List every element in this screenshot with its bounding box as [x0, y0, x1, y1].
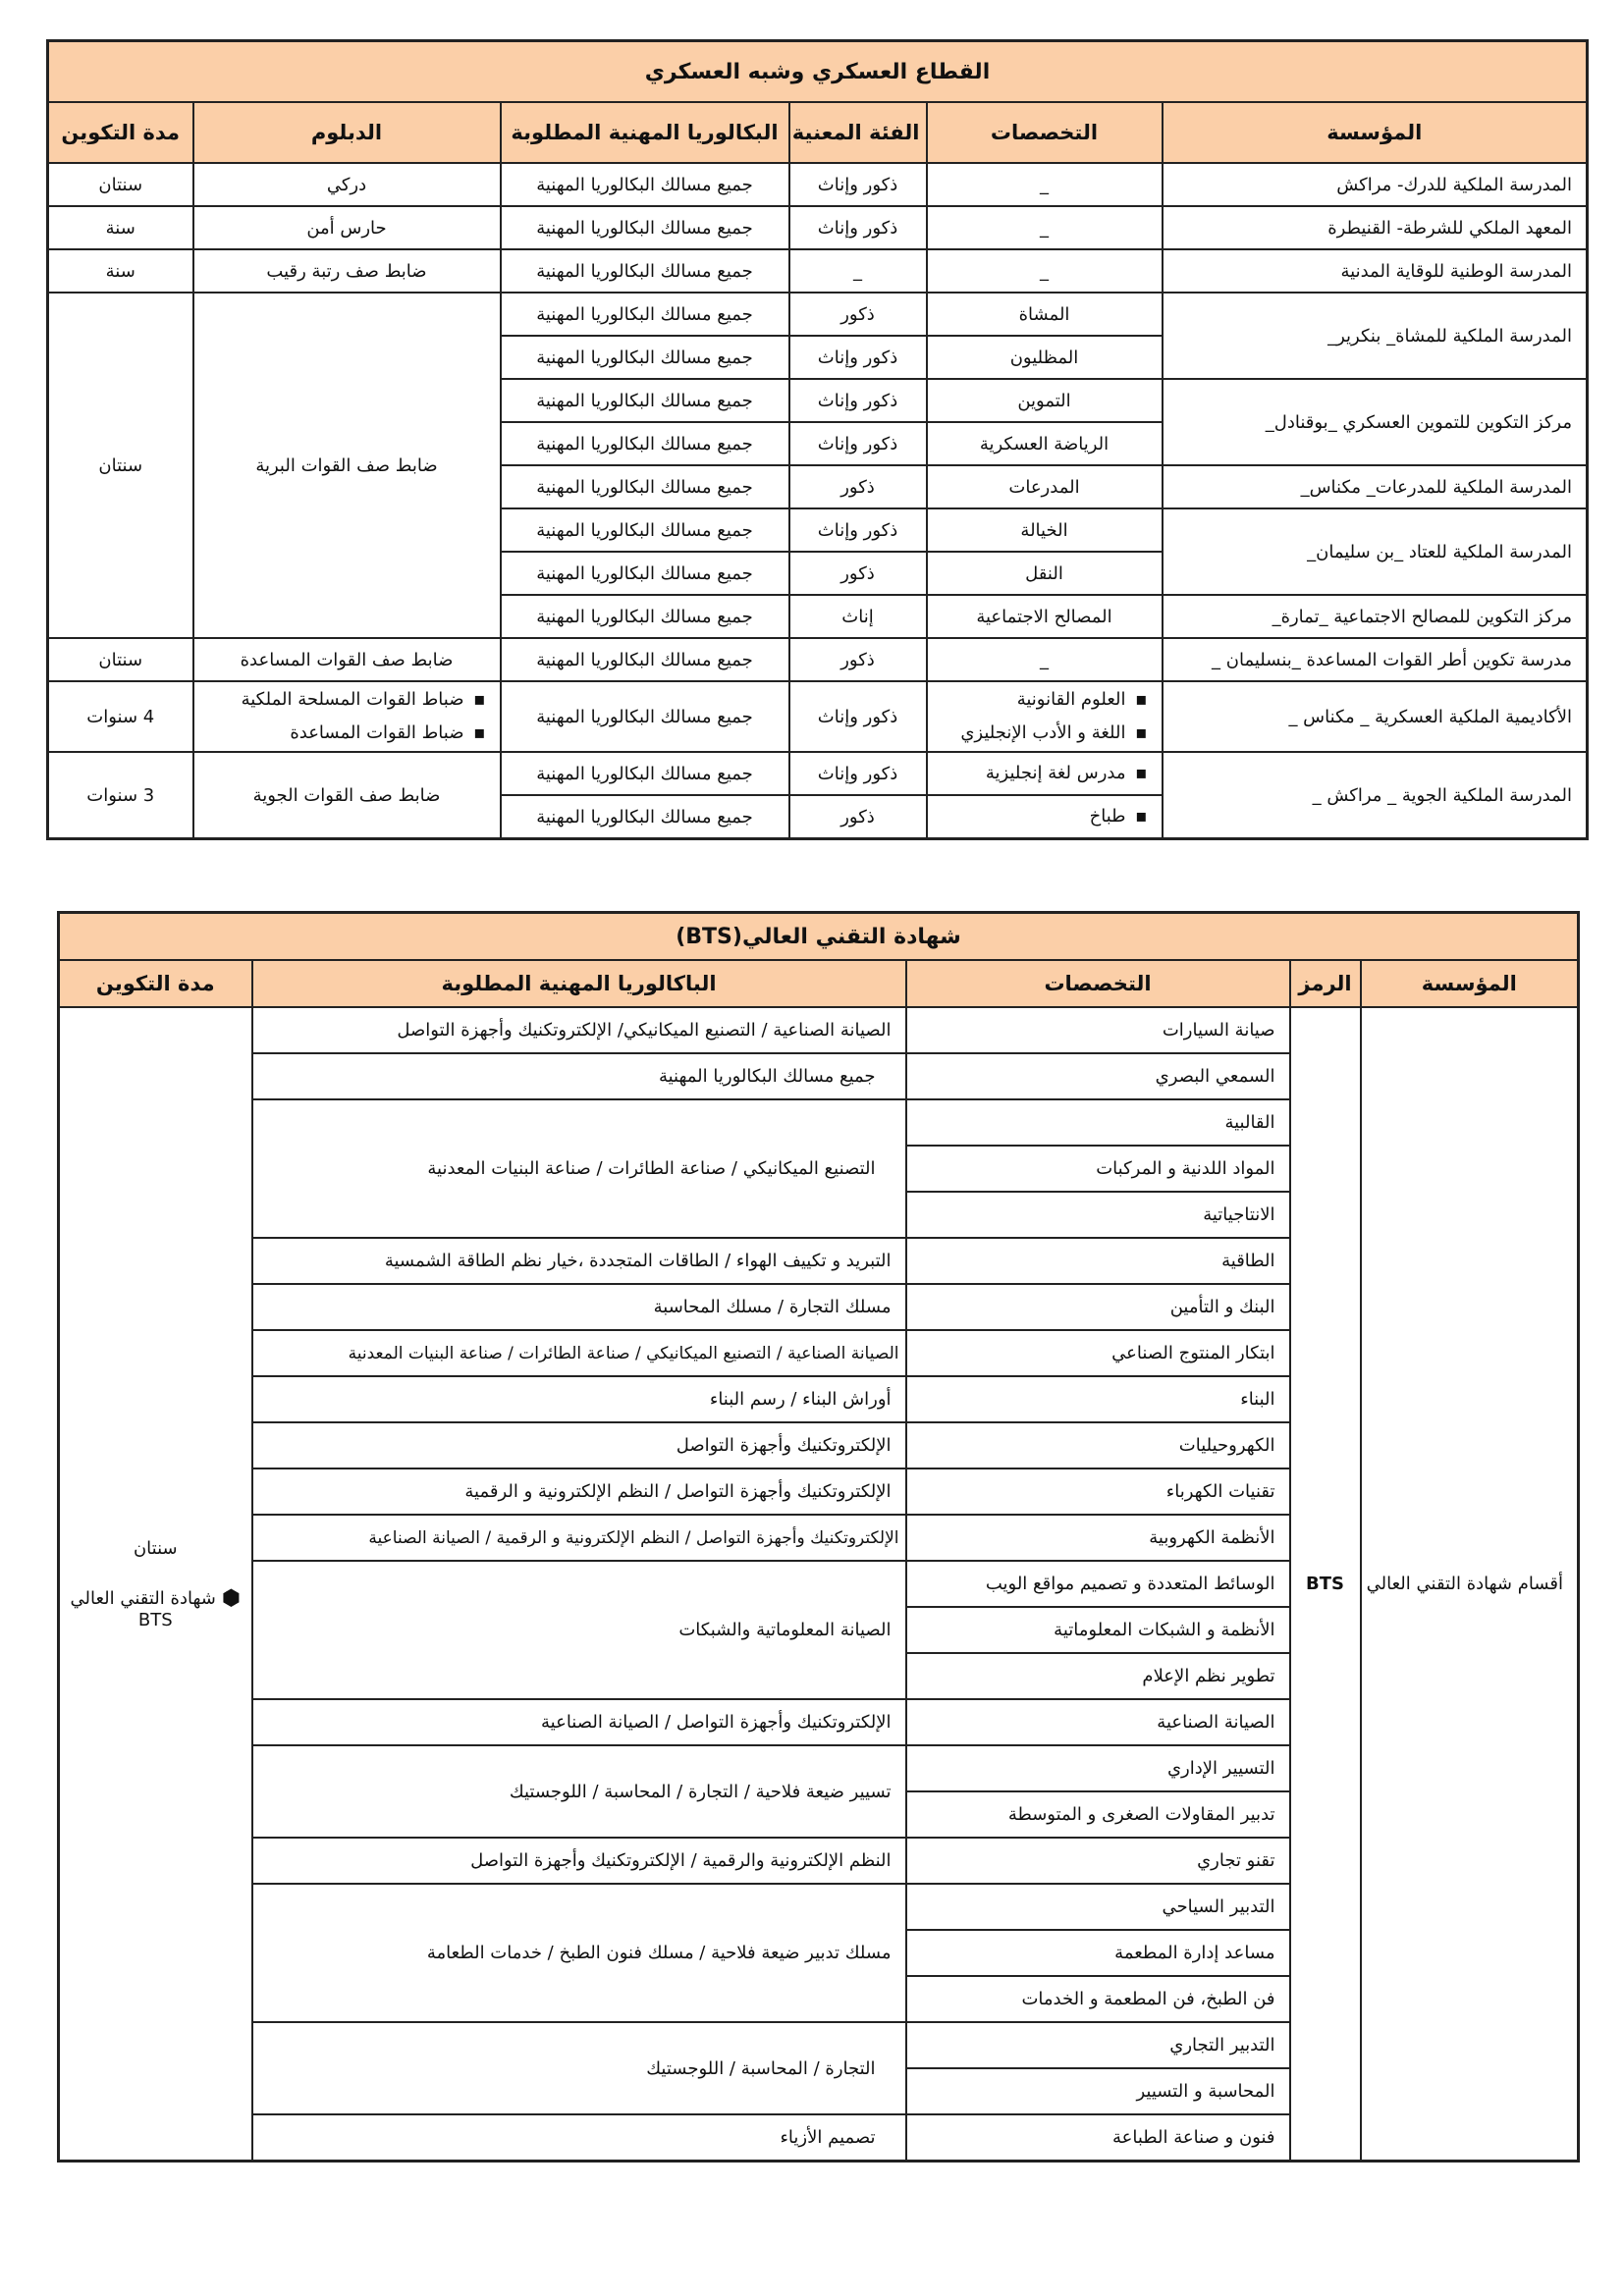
duration-value: سنتان: [133, 1537, 178, 1559]
diploma-cell: حارس أمن: [193, 206, 501, 249]
category-cell: ذكور وإناث: [789, 681, 927, 752]
category-cell: ذكور: [789, 638, 927, 681]
specialty-cell: _: [927, 206, 1163, 249]
header-bac: البكالوريا المهنية المطلوبة: [501, 102, 789, 163]
duration-cell: 3 سنوات: [48, 752, 193, 839]
diploma-item: ▪ ضباط القوات المساعدة: [208, 717, 486, 750]
bac-cell: التصنيع الميكانيكي / صناعة الطائرات / صناعة البنيات المعدنية: [252, 1099, 906, 1238]
category-cell: ذكور: [789, 795, 927, 839]
bts-title: شهادة التقني العالي(BTS): [59, 913, 1579, 961]
bac-cell: مسلك التجارة / مسلك المحاسبة: [252, 1284, 906, 1330]
specialty-cell: النقل: [927, 552, 1163, 595]
bac-cell: جميع مسالك البكالوريا المهنية: [501, 293, 789, 336]
category-cell: ذكور وإناث: [789, 336, 927, 379]
table-row: [48, 293, 1588, 336]
bac-cell: الصيانة الصناعية / التصنيع الميكانيكي/ الإلكتروتكنيك وأجهزة التواصل: [252, 1007, 906, 1053]
header-category: الفئة المعنية: [789, 102, 927, 163]
bac-cell: تصميم الأزياء: [252, 2114, 906, 2162]
specialty-cell: الانتاجياتية: [906, 1192, 1290, 1238]
specialty-cell: القالبية: [906, 1099, 1290, 1146]
bac-cell: الإلكتروتكنيك وأجهزة التواصل / النظم الإلكترونية و الرقمية: [252, 1468, 906, 1515]
header-specialties: التخصصات: [906, 960, 1290, 1007]
bac-cell: مسلك تدبير ضيعة فلاحية / مسلك فنون الطبخ / خدمات الطعامة: [252, 1884, 906, 2022]
bac-cell: جميع مسالك البكالوريا المهنية: [501, 638, 789, 681]
header-bac: الباكالوريا المهنية المطلوبة: [252, 960, 906, 1007]
specialty-cell: الخيالة: [927, 508, 1163, 552]
specialty-cell: تطوير نظم الإعلام: [906, 1653, 1290, 1699]
bac-cell: الإلكتروتكنيك وأجهزة التواصل: [252, 1422, 906, 1468]
bac-cell: الإلكتروتكنيك وأجهزة التواصل / الصيانة الصناعية: [252, 1699, 906, 1745]
bac-cell: جميع مسالك البكالوريا المهنية: [501, 552, 789, 595]
bac-cell: جميع مسالك البكالوريا المهنية: [501, 422, 789, 465]
institution-cell: أقسام شهادة التقني العالي: [1361, 1007, 1579, 2162]
category-cell: ذكور: [789, 552, 927, 595]
bac-cell: الصيانة المعلوماتية والشبكات: [252, 1561, 906, 1699]
table-row: [48, 638, 1588, 681]
institution-cell: المدرسة الملكية للدرك- مراكش: [1163, 163, 1588, 206]
specialty-cell: البنك و التأمين: [906, 1284, 1290, 1330]
institution-cell: الأكاديمية الملكية العسكرية _ مكناس _: [1163, 681, 1588, 752]
category-cell: _: [789, 249, 927, 293]
duration-cell: سنتان: [48, 638, 193, 681]
bac-cell: جميع مسالك البكالوريا المهنية: [252, 1053, 906, 1099]
institution-cell: مركز التكوين للمصالح الاجتماعية _تمارة_: [1163, 595, 1588, 638]
duration-cell: [59, 1007, 252, 2162]
bac-cell: الإلكتروتكنيك وأجهزة التواصل / النظم الإلكترونية و الرقمية / الصيانة الصناعية: [252, 1515, 906, 1561]
military-title: القطاع العسكري وشبه العسكري: [48, 41, 1588, 103]
diploma-cell: [193, 681, 501, 752]
bac-cell: جميع مسالك البكالوريا المهنية: [501, 465, 789, 508]
bac-cell: جميع مسالك البكالوريا المهنية: [501, 249, 789, 293]
header-institution: المؤسسة: [1361, 960, 1579, 1007]
specialty-cell: الطاقية: [906, 1238, 1290, 1284]
duration-cell: 4 سنوات: [48, 681, 193, 752]
header-duration: مدة التكوين: [48, 102, 193, 163]
bac-cell: الصيانة الصناعية / التصنيع الميكانيكي / صناعة الطائرات / صناعة البنيات المعدنية: [252, 1330, 906, 1376]
category-cell: ذكور وإناث: [789, 206, 927, 249]
bac-cell: النظم الإلكترونية والرقمية / الإلكتروتكنيك وأجهزة التواصل: [252, 1838, 906, 1884]
bac-cell: التجارة / المحاسبة / اللوجستيك: [252, 2022, 906, 2114]
specialty-cell: _: [927, 638, 1163, 681]
specialty-cell: _: [927, 249, 1163, 293]
specialty-cell: التسيير الإداري: [906, 1745, 1290, 1791]
table-row: [48, 206, 1588, 249]
specialty-cell: _: [927, 163, 1163, 206]
table-row: [59, 1007, 1579, 1053]
specialty-cell: [927, 681, 1163, 752]
specialty-cell: [927, 795, 1163, 839]
category-cell: ذكور وإناث: [789, 379, 927, 422]
specialty-cell: السمعي البصري: [906, 1053, 1290, 1099]
diploma-line2: BTS: [137, 1609, 173, 1630]
diploma-label: [70, 1585, 242, 1611]
bts-table: [57, 911, 1580, 2163]
specialty-cell: فنون و صناعة الطباعة: [906, 2114, 1290, 2162]
bac-cell: جميع مسالك البكالوريا المهنية: [501, 752, 789, 795]
diploma-cell: دركي: [193, 163, 501, 206]
category-cell: ذكور وإناث: [789, 163, 927, 206]
category-cell: ذكور وإناث: [789, 422, 927, 465]
category-cell: ذكور: [789, 293, 927, 336]
specialty-cell: [927, 752, 1163, 795]
specialty-cell: الأنظمة الكهروبية: [906, 1515, 1290, 1561]
specialty-cell: الوسائط المتعددة و تصميم مواقع الويب: [906, 1561, 1290, 1607]
category-cell: ذكور: [789, 465, 927, 508]
table-row: [48, 249, 1588, 293]
bac-cell: جميع مسالك البكالوريا المهنية: [501, 508, 789, 552]
specialty-cell: صيانة السيارات: [906, 1007, 1290, 1053]
header-diploma: الدبلوم: [193, 102, 501, 163]
specialty-cell: ابتكار المنتوج الصناعي: [906, 1330, 1290, 1376]
specialty-cell: مساعد إدارة المطعمة: [906, 1930, 1290, 1976]
diploma-cell: ضابط صف القوات البرية: [193, 293, 501, 638]
code-cell: BTS: [1290, 1007, 1361, 2162]
bac-cell: جميع مسالك البكالوريا المهنية: [501, 595, 789, 638]
specialty-item: ▪ العلوم القانونية: [942, 683, 1148, 717]
specialty-item: ▪ طباخ: [942, 800, 1148, 833]
specialty-cell: المظليون: [927, 336, 1163, 379]
institution-cell: المدرسة الملكية للعتاد _بن سليمان_: [1163, 508, 1588, 595]
specialty-cell: البناء: [906, 1376, 1290, 1422]
bac-cell: أوراش البناء / رسم البناء: [252, 1376, 906, 1422]
table-row: [48, 681, 1588, 752]
header-specialties: التخصصات: [927, 102, 1163, 163]
bac-cell: جميع مسالك البكالوريا المهنية: [501, 206, 789, 249]
specialty-cell: فن الطبخ، فن المطعمة و الخدمات: [906, 1976, 1290, 2022]
institution-cell: مدرسة تكوين أطر القوات المساعدة _بنسليمان _: [1163, 638, 1588, 681]
specialty-cell: المحاسبة و التسيير: [906, 2068, 1290, 2114]
diploma-item: ▪ ضباط القوات المسلحة الملكية: [208, 683, 486, 717]
institution-cell: مركز التكوين للتموين العسكري _بوقنادل_: [1163, 379, 1588, 465]
table-row: [48, 752, 1588, 795]
bac-cell: جميع مسالك البكالوريا المهنية: [501, 795, 789, 839]
institution-cell: المدرسة الملكية الجوية _ مراكش _: [1163, 752, 1588, 839]
bac-cell: جميع مسالك البكالوريا المهنية: [501, 336, 789, 379]
institution-cell: المدرسة الوطنية للوقاية المدنية: [1163, 249, 1588, 293]
specialty-cell: المواد اللدنية و المركبات: [906, 1146, 1290, 1192]
specialty-cell: الأنظمة و الشبكات المعلوماتية: [906, 1607, 1290, 1653]
specialty-item: ▪ اللغة و الأدب الإنجليزي: [942, 717, 1148, 750]
specialty-cell: تقنيات الكهرباء: [906, 1468, 1290, 1515]
bac-cell: جميع مسالك البكالوريا المهنية: [501, 163, 789, 206]
specialty-cell: تدبير المقاولات الصغرى و المتوسطة: [906, 1791, 1290, 1838]
institution-cell: المعهد الملكي للشرطة- القنيطرة: [1163, 206, 1588, 249]
specialty-cell: المدرعات: [927, 465, 1163, 508]
bac-cell: تسيير ضيعة فلاحية / التجارة / المحاسبة / اللوجستيك: [252, 1745, 906, 1838]
specialty-cell: المصالح الاجتماعية: [927, 595, 1163, 638]
header-duration: مدة التكوين: [59, 960, 252, 1007]
diploma-cell: ضابط صف القوات المساعدة: [193, 638, 501, 681]
specialty-cell: التدبير السياحي: [906, 1884, 1290, 1930]
institution-cell: المدرسة الملكية للمدرعات_ مكناس_: [1163, 465, 1588, 508]
diploma-line1: شهادة التقني العالي: [70, 1588, 216, 1609]
duration-cell: سنتان: [48, 163, 193, 206]
military-table: [46, 39, 1589, 840]
bac-cell: جميع مسالك البكالوريا المهنية: [501, 681, 789, 752]
specialty-item: ▪ مدرس لغة إنجليزية: [942, 757, 1148, 790]
duration-cell: سنة: [48, 206, 193, 249]
duration-cell: سنة: [48, 249, 193, 293]
table-row: [48, 163, 1588, 206]
header-code: الرمز: [1290, 960, 1361, 1007]
diploma-cell: ضابط صف القوات الجوية: [193, 752, 501, 839]
header-institution: المؤسسة: [1163, 102, 1588, 163]
specialty-cell: الكهروحيليات: [906, 1422, 1290, 1468]
specialty-cell: التموين: [927, 379, 1163, 422]
specialty-cell: تقنو تجاري: [906, 1838, 1290, 1884]
bac-cell: التبريد و تكييف الهواء / الطاقات المتجددة ،خيار نظم الطاقة الشمسية: [252, 1238, 906, 1284]
specialty-cell: الصيانة الصناعية: [906, 1699, 1290, 1745]
institution-cell: المدرسة الملكية للمشاة_ بنكرير_: [1163, 293, 1588, 379]
bac-cell: جميع مسالك البكالوريا المهنية: [501, 379, 789, 422]
hexagon-bullet-icon: ⬢: [221, 1585, 242, 1611]
duration-cell: سنتان: [48, 293, 193, 638]
specialty-cell: المشاة: [927, 293, 1163, 336]
category-cell: إناث: [789, 595, 927, 638]
specialty-cell: التدبير التجاري: [906, 2022, 1290, 2068]
category-cell: ذكور وإناث: [789, 508, 927, 552]
diploma-cell: ضابط صف رتبة رقيب: [193, 249, 501, 293]
category-cell: ذكور وإناث: [789, 752, 927, 795]
specialty-cell: الرياضة العسكرية: [927, 422, 1163, 465]
